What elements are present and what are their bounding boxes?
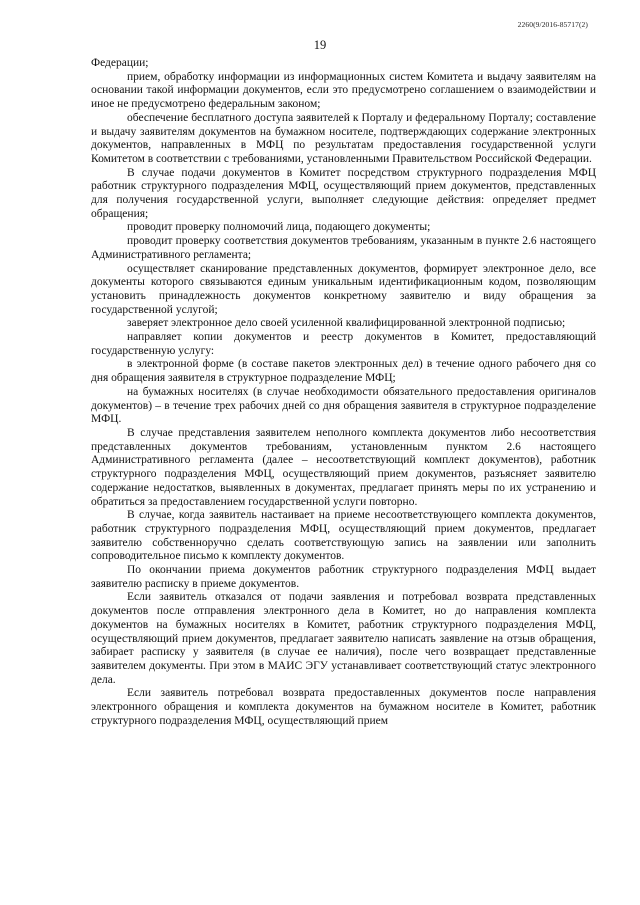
paragraph: на бумажных носителях (в случае необходимости обязательного предоставления оригиналов документов) – в течение трех рабочих дней со дня обращения заявителя в структурное подразделение МФЦ. [91, 385, 596, 426]
paragraph: В случае, когда заявитель настаивает на приеме несоответствующего комплекта документов, работник структурного подразделения МФЦ, осуществляющий прием документов, предлагает заявителю собственноручно сделать соответствующую запись на заявлении или заполнить сопроводительное письмо к комплекту документов. [91, 509, 596, 563]
document-body [91, 57, 596, 728]
paragraph: прием, обработку информации из информационных систем Комитета и выдачу заявителям на основании такой информации документов, если это предусмотрено соглашением о взаимодействии и иное не предусмотрено федеральным законом; [91, 70, 596, 111]
paragraph: Если заявитель потребовал возврата предоставленных документов после направления электронного обращения и комплекта документов на бумажном носителе в Комитет, работник структурного подразделения МФЦ, осуществляющий прием [91, 687, 596, 727]
paragraph: заверяет электронное дело своей усиленной квалифицированной электронной подписью; [127, 317, 566, 330]
paragraph: Федерации; [91, 57, 149, 69]
document-id: 2260(9/2016-85717(2) [517, 20, 588, 29]
paragraph: в электронной форме (в составе пакетов электронных дел) в течение одного рабочего дня со дня обращения заявителя в структурное подразделение МФЦ; [91, 358, 596, 385]
paragraph: По окончании приема документов работник структурного подразделения МФЦ выдает заявителю расписку в приеме документов. [91, 564, 596, 590]
paragraph: В случае подачи документов в Комитет посредством структурного подразделения МФЦ работник структурного подразделения МФЦ, осуществляющий прием документов, представленных для получения государственной услуги, выполняет следующие действия: определяет предмет обращения; [91, 166, 596, 220]
paragraph: направляет копии документов и реестр документов в Комитет, предоставляющий государственную услугу: [91, 331, 596, 357]
paragraph: проводит проверку полномочий лица, подающего документы; [127, 221, 431, 234]
page-number: 19 [313, 38, 327, 52]
paragraph: В случае представления заявителем неполного комплекта документов либо несоответствия представленных документов требованиям, установленным пунктом 2.6 настоящего Административного регламента (далее – несоответствующий комплект документов), работник структурного подразделения МФЦ, осуществляющий прием документов, разъясняет заявителю содержание недостатков, выявленных в документах, предлагает принять меры по их устранению и обратиться за предоставлением государственной услуги повторно. [91, 426, 596, 508]
paragraph: осуществляет сканирование представленных документов, формирует электронное дело, все документы которого связываются единым уникальным идентификационным кодом, позволяющим установить принадлежность документов конкретному заявителю и виду обращения за государственной услугой; [91, 262, 596, 316]
paragraph: Если заявитель отказался от подачи заявления и потребовал возврата представленных документов после отправления электронного дела в Комитет, но до направления комплекта документов на бумажных носителях в Комитет, работник структурного подразделения МФЦ, осуществляющий прием документов, предлагает заявителю написать заявление на отзыв обращения, забирает расписку у заявителя (в случае ее наличия), после чего возвращает представленные заявителем документы. При этом в МАИС ЭГУ устанавливает соответствующий статус электронного дела. [91, 591, 596, 686]
paragraph: проводит проверку соответствия документов требованиям, указанным в пункте 2.6 настоящего Административного регламента; [91, 235, 596, 261]
paragraph: обеспечение бесплатного доступа заявителей к Порталу и федеральному Порталу; составление и выдачу заявителям документов на бумажном носителе, подтверждающих содержание электронных документов, направленных в МФЦ по результатам предоставления государственной услуги Комитетом в соответствии с требованиями, установленными Правительством Российской Федерации. [91, 111, 596, 165]
